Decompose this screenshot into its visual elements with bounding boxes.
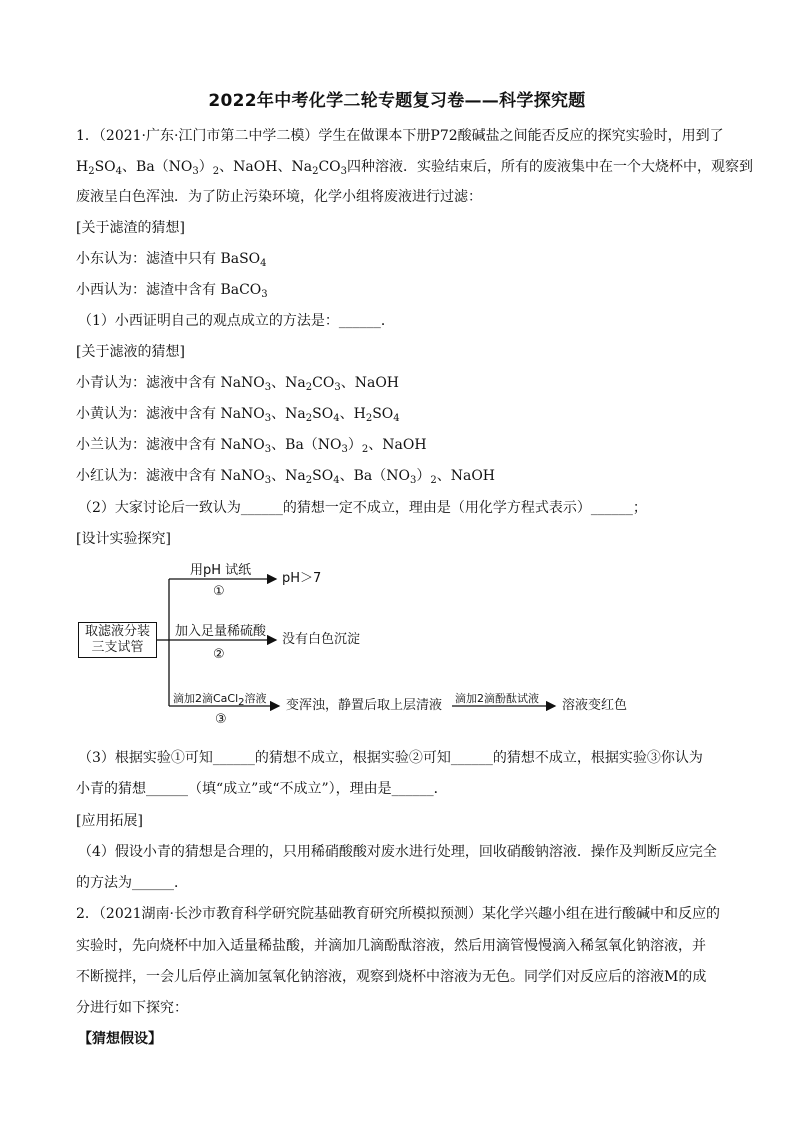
sample-box bbox=[78, 622, 157, 658]
section-hypothesis: 【猜想假设】 bbox=[78, 1031, 162, 1047]
section-design-experiment: [设计实验探究] bbox=[76, 531, 171, 547]
sample-box-line-1: 取滤液分装 bbox=[84, 624, 150, 639]
branch-2-label: 加入足量稀硫酸 bbox=[175, 624, 267, 639]
page-title: 2022年中考化学二轮专题复习卷——科学探究题 bbox=[208, 91, 586, 111]
branch-3-number: ③ bbox=[215, 712, 227, 727]
branch-1-label: 用pH 试纸 bbox=[190, 563, 252, 578]
section-residue-guess: [关于滤渣的猜想] bbox=[76, 220, 185, 236]
branch-3-label: 滴加2滴CaCl$_2$溶液 bbox=[173, 692, 267, 708]
guess-xiaoxi: 小西认为：滤渣中含有 BaCO$_3$ bbox=[76, 282, 268, 300]
q1-intro-line-2: $H_2SO_4$、$Ba(NO_3)_2$、NaOH、$Na_2CO_3$四种溶液．实验结束后，所有的废液集中在一个大烧杯中，观察到 bbox=[76, 159, 754, 177]
section-filtrate-guess: [关于滤液的猜想] bbox=[76, 344, 185, 360]
branch-3-second-result: 溶液变红色 bbox=[562, 698, 628, 713]
branch-1-result: pH＞7 bbox=[282, 571, 322, 586]
sample-box-line-2: 三支试管 bbox=[91, 640, 144, 655]
guess-xiaodong: 小东认为：滤渣中只有 BaSO$_4$ bbox=[76, 251, 267, 269]
q2-intro-line-2: 实验时，先向烧杯中加入适量稀盐酸，并滴加几滴酚酞溶液，然后用滴管慢慢滴入稀氢氧化钠溶液，并 bbox=[76, 938, 706, 954]
guess-xiaolan: 小兰认为：滤液中含有 NaNO$_3$、$Ba(NO_3)_2$、NaOH bbox=[76, 437, 427, 455]
q1-part-4-line-2: 的方法为______． bbox=[76, 875, 188, 891]
q1-intro-line-1: 1．（2021·广东·江门市第二中学二模）学生在做课本下册P72酸碱盐之间能否反应的探究实验时，用到了 bbox=[76, 128, 724, 144]
branch-3-second-label: 滴加2滴酚酞试液 bbox=[455, 692, 539, 705]
q1-part-2: （2）大家讨论后一致认为______的猜想一定不成立，理由是（用化学方程式表示）______； bbox=[78, 500, 647, 516]
branch-2-number: ② bbox=[213, 647, 225, 662]
branch-3-result: 变浑浊，静置后取上层清液 bbox=[286, 698, 443, 713]
q2-intro-line-3: 不断搅拌，一会儿后停止滴加氢氧化钠溶液，观察到烧杯中溶液为无色。同学们对反应后的溶液M的成 bbox=[76, 969, 707, 985]
q1-part-3-line-2: 小青的猜想______（填“成立”或“不成立”），理由是______． bbox=[76, 781, 448, 797]
branch-2-result: 没有白色沉淀 bbox=[282, 632, 361, 647]
q1-part-3-line-1: （3）根据实验①可知______的猜想不成立，根据实验②可知______的猜想不成立，根据实验③你认为 bbox=[78, 750, 703, 766]
q1-part-4-line-1: （4）假设小青的猜想是合理的，只用稀硝酸酸对废水进行处理，回收硝酸钠溶液．操作及判断反应完全 bbox=[78, 844, 717, 860]
guess-xiaohuang: 小黄认为：滤液中含有 NaNO$_3$、$Na_2SO_4$、$H_2SO_4$ bbox=[76, 406, 400, 424]
q2-intro-line-4: 分进行如下探究： bbox=[76, 1000, 188, 1016]
q2-intro-line-1: 2．（2021湖南·长沙市教育科学研究院基础教育研究所模拟预测）某化学兴趣小组在进行酸碱中和反应的 bbox=[76, 906, 720, 922]
guess-xiaoqing: 小青认为：滤液中含有 NaNO$_3$、$Na_2CO_3$、NaOH bbox=[76, 375, 400, 393]
q1-intro-line-3: 废液呈白色浑浊．为了防止污染环境，化学小组将废液进行过滤： bbox=[76, 189, 482, 205]
branch-1-number: ① bbox=[213, 584, 225, 599]
guess-xiaohong: 小红认为：滤液中含有 NaNO$_3$、$Na_2SO_4$、$Ba(NO_3)_2$、NaOH bbox=[76, 468, 496, 486]
section-apply-extension: [应用拓展] bbox=[76, 813, 143, 829]
q1-part-1: （1）小西证明自己的观点成立的方法是：______． bbox=[78, 313, 395, 329]
